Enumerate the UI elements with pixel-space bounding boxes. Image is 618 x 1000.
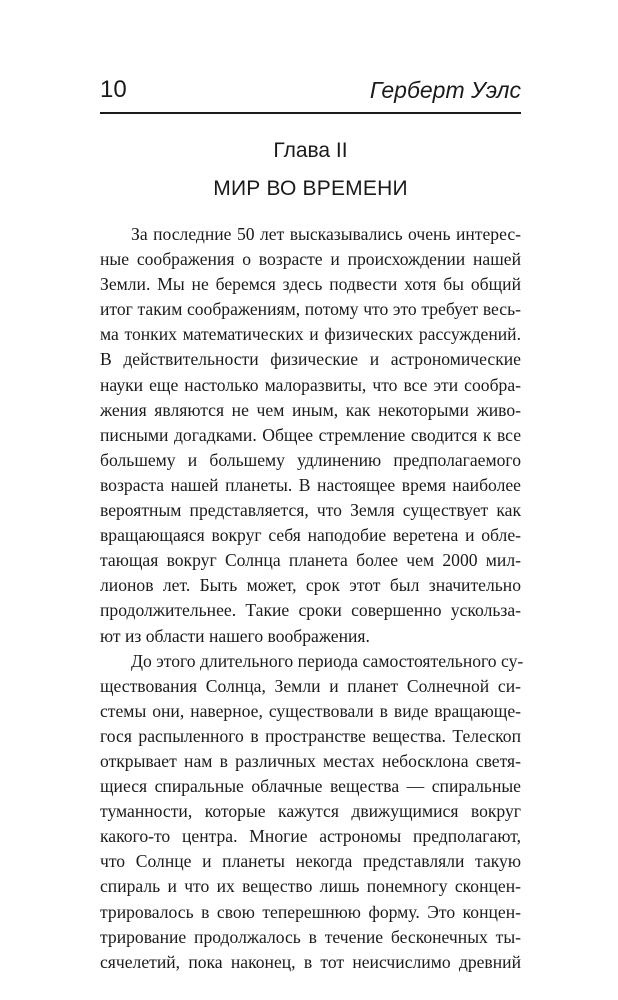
body-text xyxy=(100,222,524,975)
paragraph-line: жения являются не чем иным, как некоторыми живо- xyxy=(100,399,521,420)
paragraph-line: открывает нам в различных местах небосклона светя- xyxy=(100,750,521,771)
page-number: 10 xyxy=(100,76,127,103)
paragraph-line: ные соображения о возрасте и происхождении нашей xyxy=(100,249,521,270)
paragraph-line: трирование продолжалось в течение бесконечных ты- xyxy=(100,926,521,947)
paragraph-line: трировалось в свою теперешнюю форму. Это концен- xyxy=(100,901,521,922)
paragraph-line: что Солнце и планеты некогда представляли такую xyxy=(100,851,521,872)
paragraph-line: писными догадками. Общее стремление сводится к все xyxy=(100,424,521,445)
paragraph-line: Земли. Мы не беремся здесь подвести хотя бы общий xyxy=(100,274,521,295)
paragraph-line: гося распыленного в пространстве вещества. Телескоп xyxy=(100,725,521,746)
paragraph xyxy=(100,222,521,649)
paragraph-line: большему и большему удлинению предполагаемого xyxy=(100,449,521,470)
paragraph-line: вероятным представляется, что Земля существует как xyxy=(100,500,521,521)
paragraph-line: науки еще настолько малоразвиты, что все эти сообра- xyxy=(100,374,521,395)
paragraph-line: ма тонких математических и физических рассуждений. xyxy=(100,324,521,345)
paragraph-line: стемы они, наверное, существовали в виде вращающе- xyxy=(100,700,521,721)
running-header xyxy=(100,74,521,106)
paragraph-line: ют из области нашего воображения. xyxy=(100,625,370,646)
chapter-number: Глава II xyxy=(273,139,348,162)
paragraph-line: какого-то центра. Многие астрономы предполагают, xyxy=(100,826,521,847)
chapter-title: МИР ВО ВРЕМЕНИ xyxy=(213,177,408,200)
paragraph-line: продолжительнее. Такие сроки совершенно ускольза- xyxy=(100,600,521,621)
header-rule xyxy=(100,112,521,114)
paragraph-line: щиеся спиральные облачные вещества — спиральные xyxy=(100,776,521,797)
paragraph-line: вращающаяся вокруг себя наподобие веретена и обле- xyxy=(100,525,521,546)
paragraph-line: За последние 50 лет высказывались очень интерес- xyxy=(131,224,521,244)
paragraph-line: В действительности физические и астрономические xyxy=(100,349,521,370)
paragraph-line: итог таким соображениям, потому что это требует весь- xyxy=(100,299,521,320)
paragraph-line: ществования Солнца, Земли и планет Солнечной си- xyxy=(100,675,521,696)
header-author: Герберт Уэлс xyxy=(369,77,521,103)
paragraph-line: лионов лет. Быть может, срок этот был значительно xyxy=(100,575,521,596)
paragraph xyxy=(100,649,524,975)
paragraph-line: тающая вокруг Солнца планета более чем 2000 мил- xyxy=(100,550,521,571)
paragraph-line: туманности, которые кажутся движущимися вокруг xyxy=(100,801,521,822)
paragraph-line: спираль и что их вещество лишь понемногу сконцен- xyxy=(100,876,521,897)
paragraph-line: До этого длительного периода самостоятельного су- xyxy=(131,650,524,671)
paragraph-line: сячелетий, пока наконец, в тот неисчислимо древний xyxy=(100,951,521,972)
paragraph-line: возраста нашей планеты. В настоящее время наиболее xyxy=(100,474,521,495)
